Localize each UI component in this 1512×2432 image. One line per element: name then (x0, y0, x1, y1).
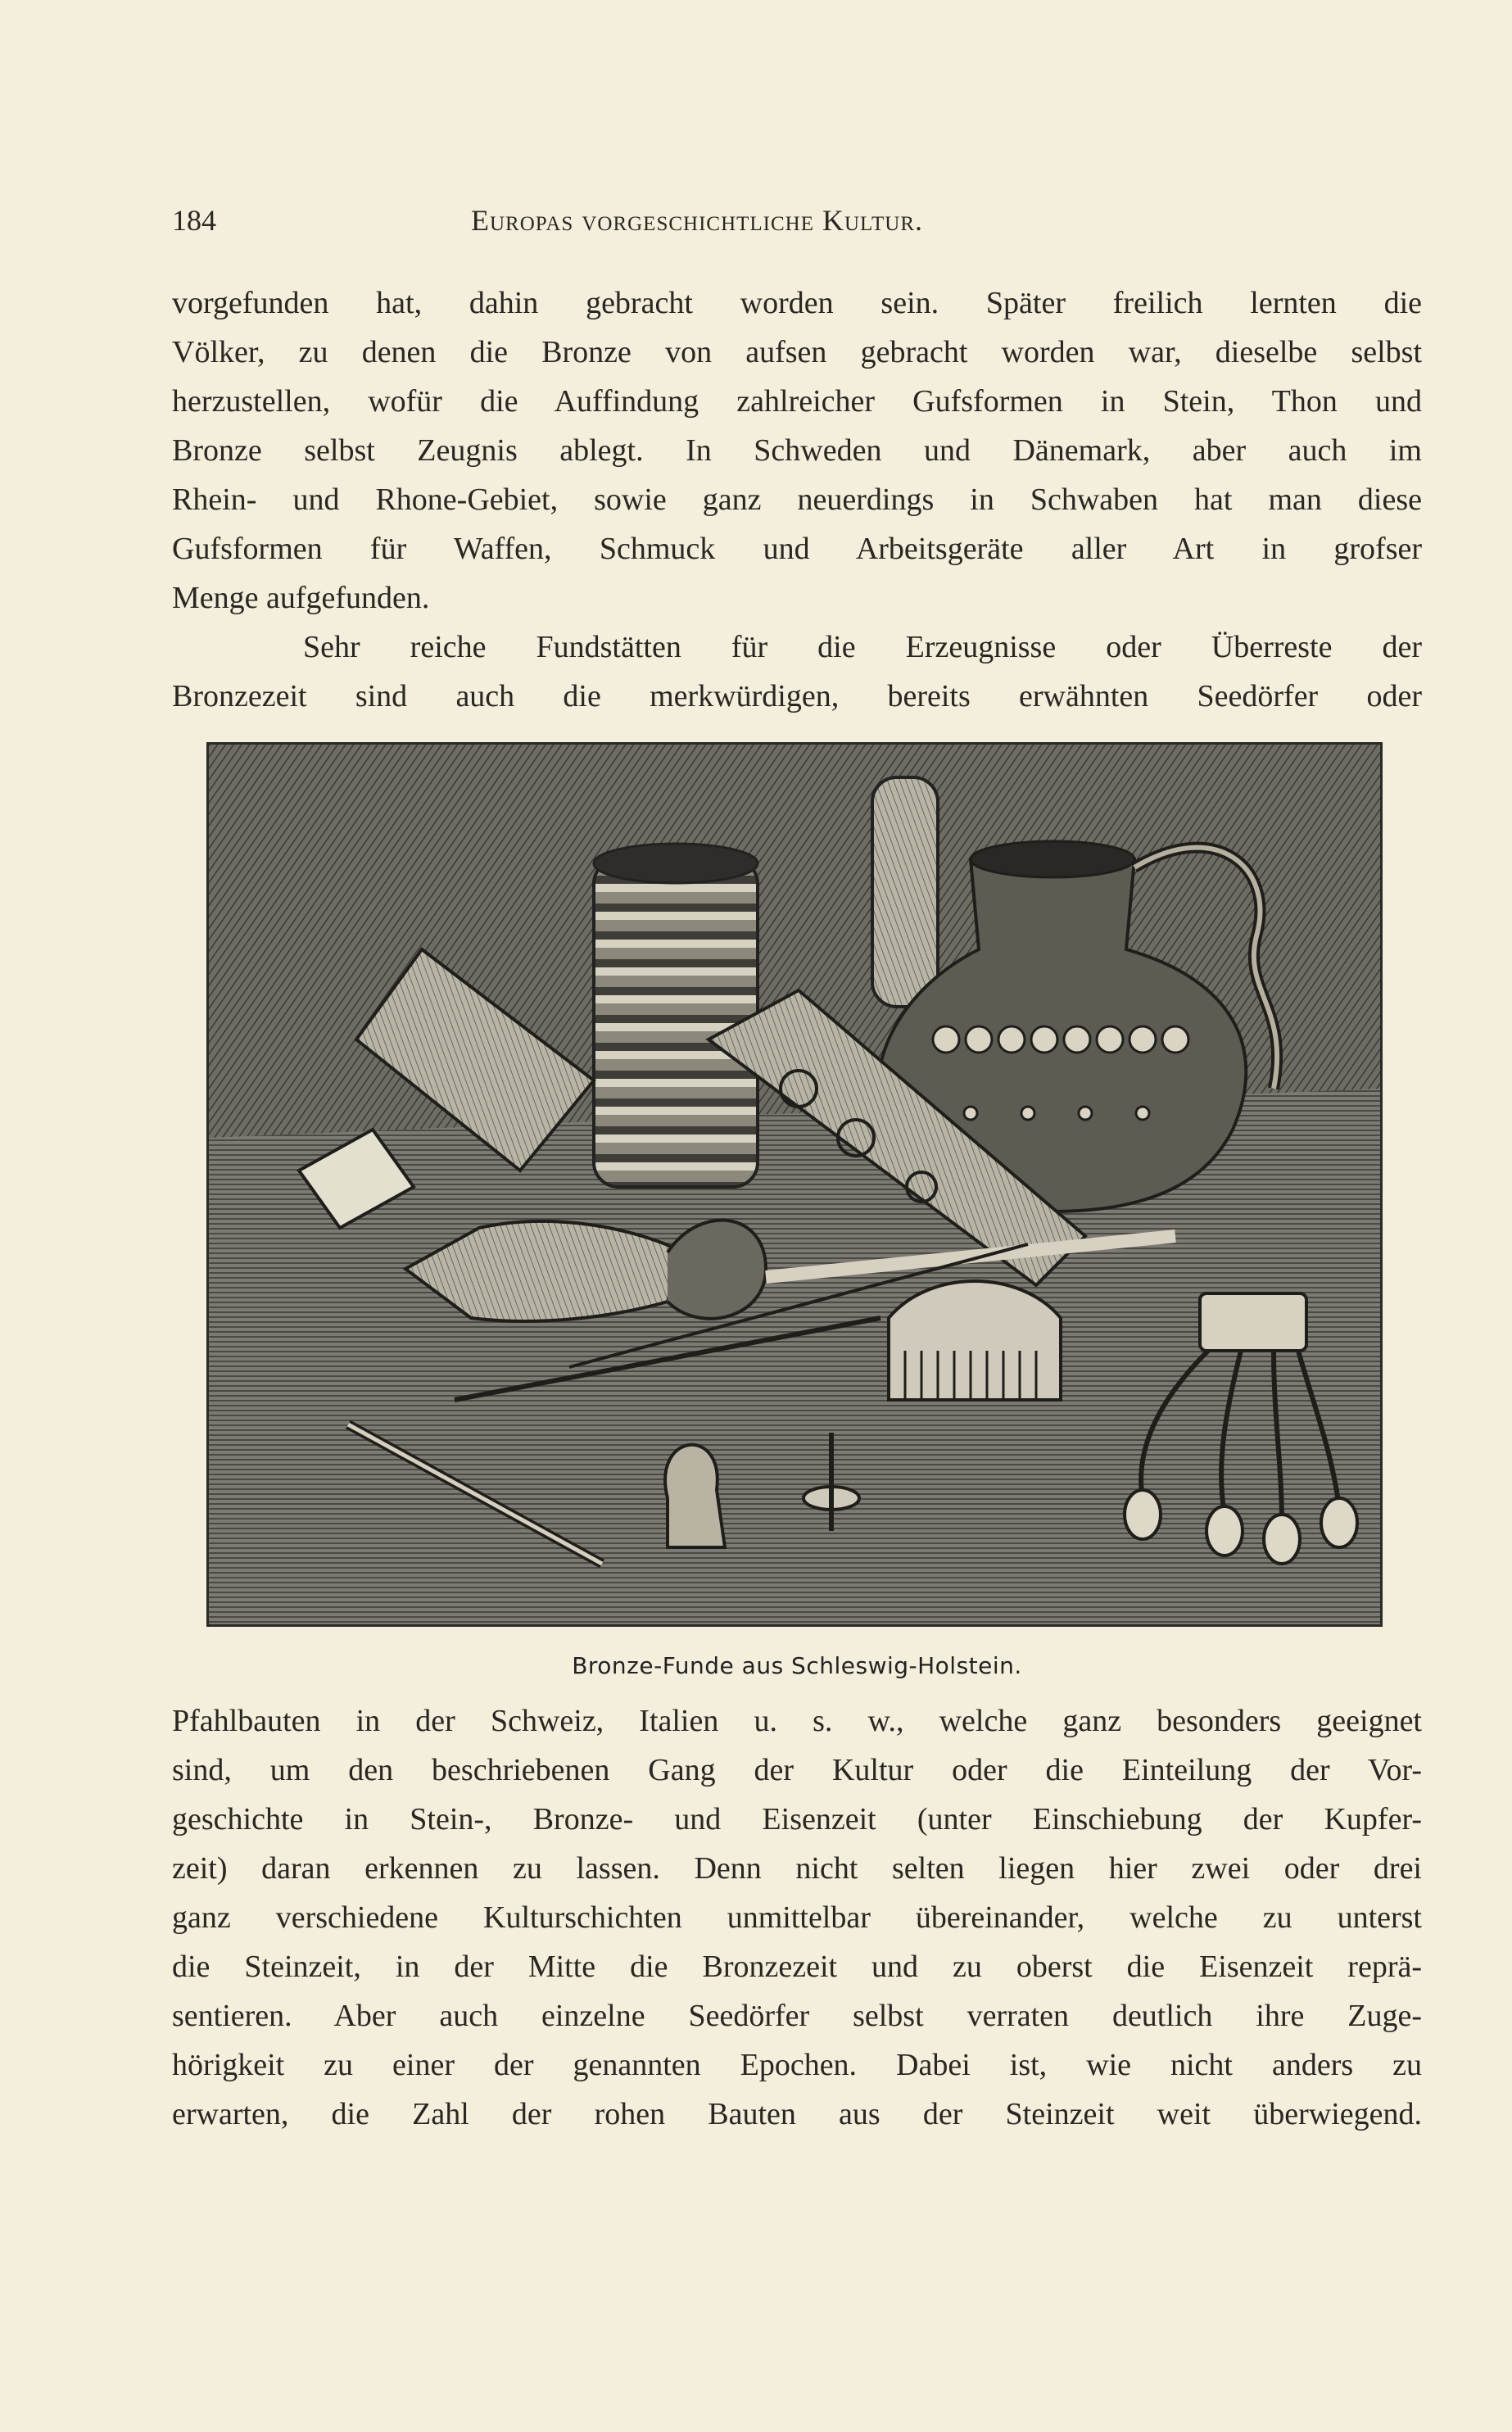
text-line: Pfahlbauten in der Schweiz, Italien u. s. w., welche ganz besonders geeignet (172, 1704, 1422, 1738)
engraving-figure (206, 742, 1383, 1627)
text-line: vorgefunden hat, dahin gebracht worden sein. Später freilich lernten die (172, 286, 1422, 320)
bronze-finds-engraving (209, 745, 1380, 1624)
text-line: Völker, zu denen die Bronze von aufsen gebracht worden war, dieselbe selbst (172, 335, 1422, 369)
text-line: Menge aufgefunden. (172, 581, 430, 615)
figure-caption: Bronze-Funde aus Schleswig-Holstein. (572, 1652, 1022, 1679)
text-line: zeit) daran erkennen zu lassen. Denn nicht selten liegen hier zwei oder drei (172, 1851, 1422, 1886)
text-line: geschichte in Stein-, Bronze- und Eisenzeit (unter Einschiebung der Kupfer- (172, 1802, 1422, 1836)
text-line: sentieren. Aber auch einzelne Seedörfer selbst verraten deutlich ihre Zuge- (172, 1999, 1422, 2033)
text-line: die Steinzeit, in der Mitte die Bronzezeit und zu oberst die Eisenzeit reprä- (172, 1950, 1422, 1984)
page-number: 184 (172, 204, 216, 237)
text-line: herzustellen, wofür die Auffindung zahlreicher Gufsformen in Stein, Thon und (172, 384, 1422, 419)
text-line: hörigkeit zu einer der genannten Epochen. Dabei ist, wie nicht anders zu (172, 2048, 1422, 2082)
text-line: erwarten, die Zahl der rohen Bauten aus der Steinzeit weit überwiegend. (172, 2097, 1422, 2131)
body-text-bottom (172, 1696, 1422, 2139)
text-line: Sehr reiche Fundstätten für die Erzeugnisse oder Überreste der (303, 630, 1422, 664)
text-line: Gufsformen für Waffen, Schmuck und Arbeitsgeräte aller Art in grofser (172, 532, 1422, 566)
text-line: ganz verschiedene Kulturschichten unmittelbar übereinander, welche zu unterst (172, 1900, 1422, 1935)
page-header (172, 203, 1417, 244)
text-line: Bronzezeit sind auch die merkwürdigen, bereits erwähnten Seedörfer oder (172, 679, 1422, 713)
text-line: Bronze selbst Zeugnis ablegt. In Schweden und Dänemark, aber auch im (172, 433, 1422, 468)
text-line: sind, um den beschriebenen Gang der Kultur oder die Einteilung der Vor- (172, 1753, 1422, 1787)
body-text-top (172, 279, 1422, 721)
running-title: Europas vorgeschichtliche Kultur. (471, 204, 924, 237)
text-line: Rhein- und Rhone-Gebiet, sowie ganz neuerdings in Schwaben hat man diese (172, 482, 1422, 517)
